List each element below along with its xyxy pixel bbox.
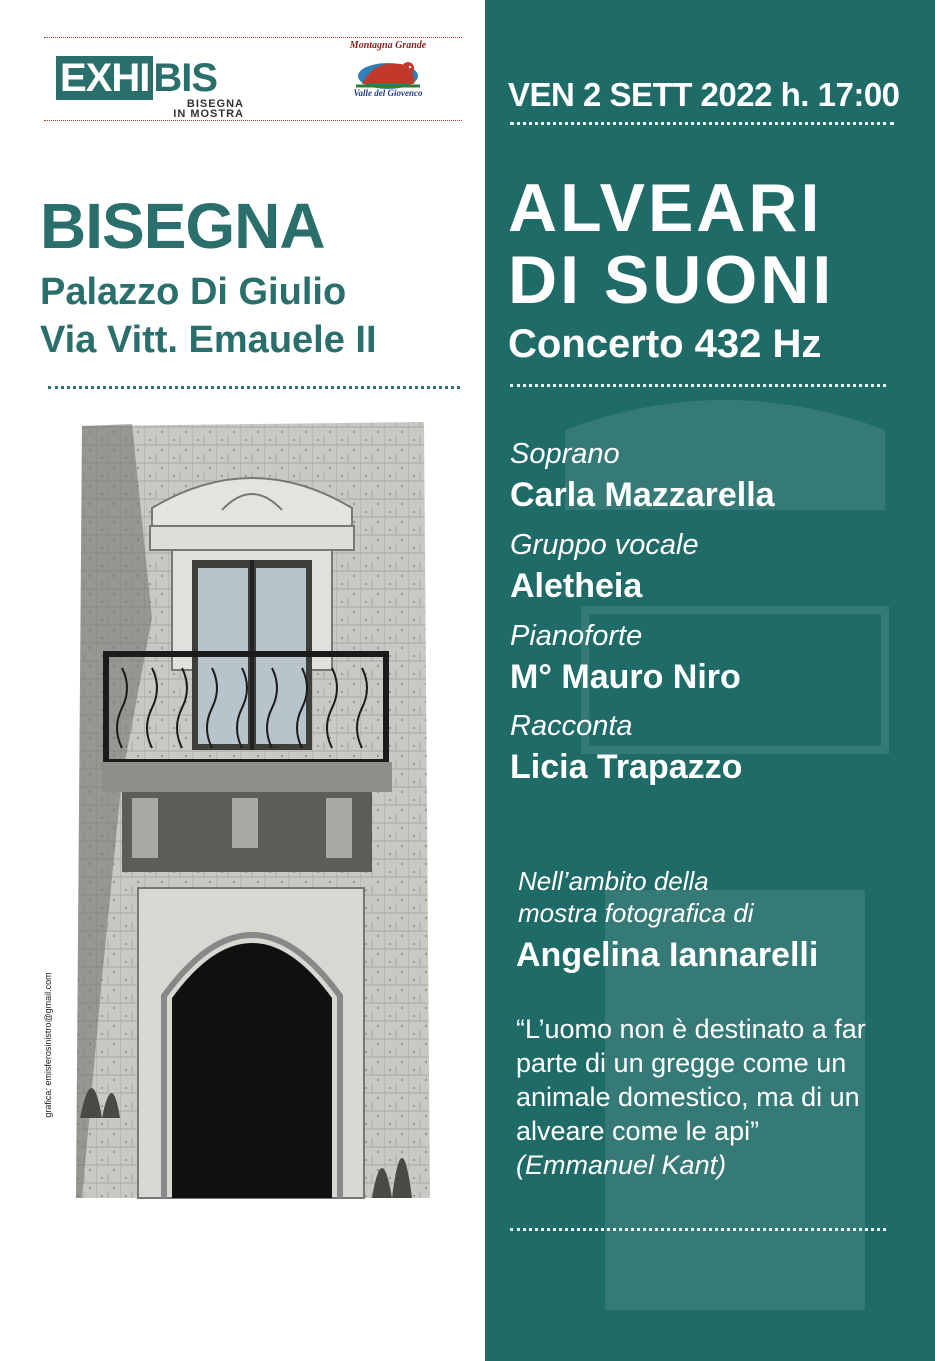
date-divider xyxy=(510,122,894,125)
context-line1: Nell’ambito della xyxy=(518,866,709,896)
performer-name: Carla Mazzarella xyxy=(510,476,775,514)
montagna-grande-logo xyxy=(340,40,436,124)
exhibis-logo: EXHI BIS BISEGNA IN MOSTRA xyxy=(56,58,246,114)
bear-icon xyxy=(354,54,422,90)
top-divider xyxy=(44,37,462,38)
performer-role: Racconta xyxy=(510,710,633,742)
exhibis-line1: BISEGNA xyxy=(186,98,244,110)
venue-address: Via Vitt. Emauele II xyxy=(40,319,377,361)
montagna-logo-bottom: Valle del Giovenco xyxy=(353,88,423,98)
location-divider xyxy=(48,386,460,389)
exhibition-artist: Angelina Iannarelli xyxy=(516,936,819,974)
title-divider xyxy=(510,384,886,387)
performer-name: Licia Trapazzo xyxy=(510,748,743,786)
bottom-divider xyxy=(510,1228,886,1231)
city-title: BISEGNA xyxy=(40,190,325,262)
event-subtitle: Concerto 432 Hz xyxy=(508,322,822,366)
quote-block xyxy=(516,1012,911,1182)
context-line2: mostra fotografica di xyxy=(518,898,754,928)
performer-role: Soprano xyxy=(510,438,620,470)
performer-role: Pianoforte xyxy=(510,620,643,652)
performer-name: Aletheia xyxy=(510,567,643,605)
palazzo-photo xyxy=(72,418,432,1202)
performer-role: Gruppo vocale xyxy=(510,529,699,561)
graphic-credit: grafica: emisferosinistro@gmail.com xyxy=(43,972,53,1118)
montagna-logo-top: Montagna Grande xyxy=(349,40,427,51)
quote-author: (Emmanuel Kant) xyxy=(516,1150,727,1180)
performer-name: M° Mauro Niro xyxy=(510,658,741,696)
event-title-line1: ALVEARI xyxy=(508,170,823,246)
venue-name: Palazzo Di Giulio xyxy=(40,271,347,313)
quote-text: “L’uomo non è destinato a far parte di un gregge come un animale domestico, ma di un alveare come le api” xyxy=(516,1014,866,1146)
event-date: VEN 2 SETT 2022 h. 17:00 xyxy=(508,76,900,113)
exhibis-line2: IN MOSTRA xyxy=(173,108,244,120)
event-title-line2: DI SUONI xyxy=(508,242,835,318)
